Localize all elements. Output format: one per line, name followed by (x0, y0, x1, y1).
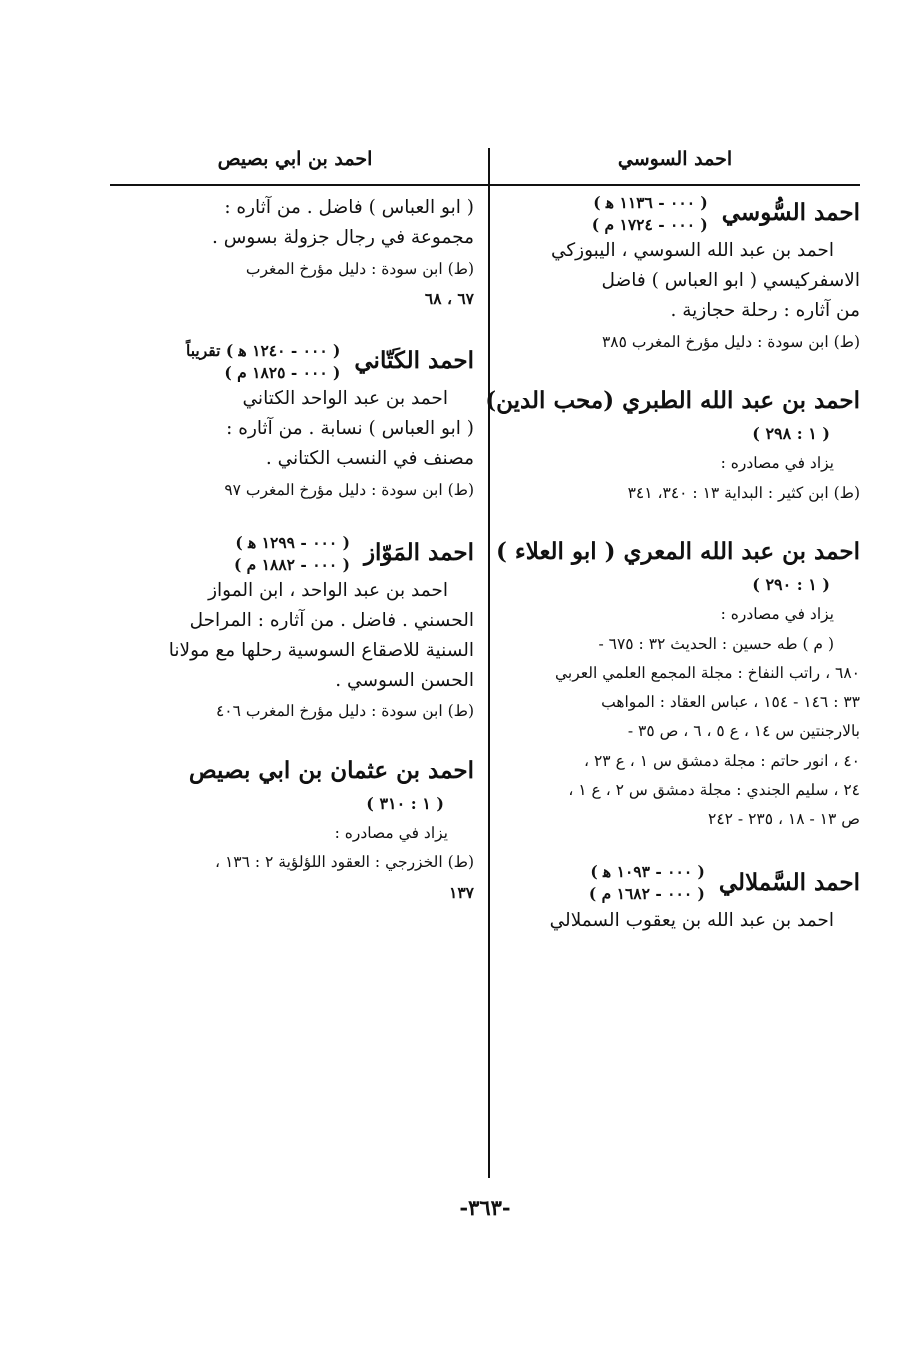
entry-source-ref: (ط) الخزرجي : العقود اللؤلؤية ٢ : ١٣٦ ، (215, 853, 474, 872)
entry-name: احمد بن عبد الله الطبري (محب الدين) (485, 386, 860, 414)
hijri-dates: ( ٠٠٠ - ١٢٤٠ ﻫ ) تقريباً (186, 341, 341, 360)
entry-source-ref: ٢٤ ، سليم الجندي : مجلة دمشق س ٢ ، ع ١ ، (568, 780, 860, 799)
entry-dates (592, 192, 708, 235)
entry-name: احمد المَوّاز (363, 539, 474, 567)
column-divider (488, 148, 490, 1178)
addition-note: يزاد في مصادره : (334, 824, 448, 842)
hijri-dates: ( ٠٠٠ - ١٠٩٣ ﻫ ) (590, 862, 705, 882)
entry-source-ref: ٦٨٠ ، راتب النفاخ : مجلة المجمع العلمي العربي (555, 663, 860, 682)
entry-text-line: احمد بن عبد الله السوسي ، اليبوزكي (550, 240, 834, 262)
entry-source-ref-cont: ٦٧ ، ٦٨ (424, 288, 474, 308)
entry-ahmad-al-kattani (114, 340, 474, 502)
entry-text-line: مصنف في النسب الكتاني . (265, 447, 474, 469)
entry-text-line: ( ابو العباس ) نسابة . من آثاره : (226, 418, 474, 440)
entry-text-line: مجموعة في رجال جزولة بسوس . (212, 226, 474, 248)
entry-source-ref: ص ١٣ - ١٨ ، ٢٣٥ - ٢٤٢ (708, 810, 860, 829)
dictionary-page (110, 140, 860, 1220)
hijri-dates: ( ٠٠٠ - ١٢٩٩ ﻫ ) (235, 532, 350, 552)
gregorian-dates: ( ٠٠٠ - ١٧٢٤ م ) (591, 214, 708, 234)
entry-dates (589, 861, 705, 904)
entry-text-line: احمد بن عبد الواحد الكتاني (242, 388, 448, 410)
addition-note: يزاد في مصادره : (720, 605, 834, 624)
entry-source-ref: ٣٣ : ١٤٦ - ١٥٤ ، عباس العقاد : المواهب (601, 693, 860, 712)
entry-source-ref: ٤٠ ، انور حاتم : مجلة دمشق س ١ ، ع ٢٣ ، (584, 751, 860, 770)
entry-ahmad-al-tabari (485, 384, 860, 505)
entry-heading (500, 861, 860, 904)
gregorian-dates: ( ٠٠٠ - ١٨٨٢ م ) (233, 554, 350, 574)
hijri-dates: ( ٠٠٠ - ١١٣٦ ﻫ ) (593, 193, 708, 212)
entry-source-ref: بالارجنتين س ١٤ ، ع ٥ ، ٦ ، ص ٣٥ - (627, 722, 860, 741)
entry-source-ref: (ط) ابن سودة : دليل مؤرخ المغرب (245, 259, 474, 278)
gregorian-dates: ( ٠٠٠ - ١٦٨٢ م ) (588, 884, 705, 904)
entry-source-ref: (ط) ابن سودة : دليل مؤرخ المغرب ٤٠٦ (215, 702, 474, 721)
entry-text-line: الحسن السوسي . (335, 669, 474, 691)
entry-heading (500, 192, 860, 235)
entry-text-line: الاسفركيسي ( ابو العباس ) فاضل (601, 270, 860, 292)
entry-name: احمد بن عثمان بن ابي بصيص (188, 756, 474, 784)
entry-heading (114, 532, 474, 575)
entry-name: احمد بن عبد الله المعري ( ابو العلاء ) (496, 537, 860, 565)
entry-ahmad-al-maarri (496, 535, 860, 832)
entry-source-ref-cont: ١٣٧ (449, 882, 474, 902)
entry-name: احمد السَّملالي (718, 868, 860, 896)
entry-text-line: الحسني . فاضل . من آثاره : المراحل (189, 610, 474, 631)
entry-ahmad-al-susi (500, 192, 860, 354)
addition-note: يزاد في مصادره : (720, 454, 834, 473)
entry-source-ref: ( م ) طه حسين : الحديث ٣٢ : ٦٧٥ - (598, 634, 834, 653)
entry-ahmad-al-simlali (500, 861, 860, 934)
right-column (485, 192, 860, 949)
entry-name: احمد السُّوسي (721, 199, 860, 227)
running-header-right: احمد السوسي (617, 148, 733, 170)
entry-text-line: ( ابو العباس ) فاضل . من آثاره : (224, 197, 474, 218)
entry-text-line: من آثاره : رحلة حجازية . (670, 299, 860, 321)
volume-ref: ( ١ : ٢٩٨ ) (752, 424, 830, 444)
entry-text-line: احمد بن عبد الواحد ، ابن المواز (208, 580, 448, 602)
entry-dates (234, 532, 350, 575)
entry-source-ref: (ط) ابن سودة : دليل مؤرخ المغرب ٩٧ (224, 480, 474, 499)
entry-text-line: احمد بن عبد الله بن يعقوب السملالي (549, 909, 834, 931)
page-number: -٣٦٣- (459, 1195, 511, 1220)
entry-text-line: السنية للاصقاع السوسية رحلها مع مولانا (168, 639, 474, 661)
volume-ref: ( ١ : ٣١٠ ) (366, 794, 444, 813)
entry-name: احمد الكَتّاني (354, 347, 474, 375)
left-column (114, 192, 474, 918)
entry-ahmad-ibn-abi-basis (114, 754, 474, 904)
entry-source-ref: (ط) ابن سودة : دليل مؤرخ المغرب ٣٨٥ (601, 332, 860, 351)
header-rule (110, 184, 860, 186)
volume-ref: ( ١ : ٢٩٠ ) (752, 575, 830, 595)
entry-continuation (114, 194, 474, 310)
entry-source-ref: (ط) ابن كثير : البداية ١٣ : ٣٤٠، ٣٤١ (627, 483, 860, 502)
entry-dates (186, 340, 340, 383)
gregorian-dates: ( ٠٠٠ - ١٨٢٥ م ) (224, 362, 341, 382)
running-header-left: احمد بن ابي بصيص (217, 148, 373, 170)
entry-heading (114, 340, 474, 383)
entry-ahmad-al-mawwaz (114, 532, 474, 724)
